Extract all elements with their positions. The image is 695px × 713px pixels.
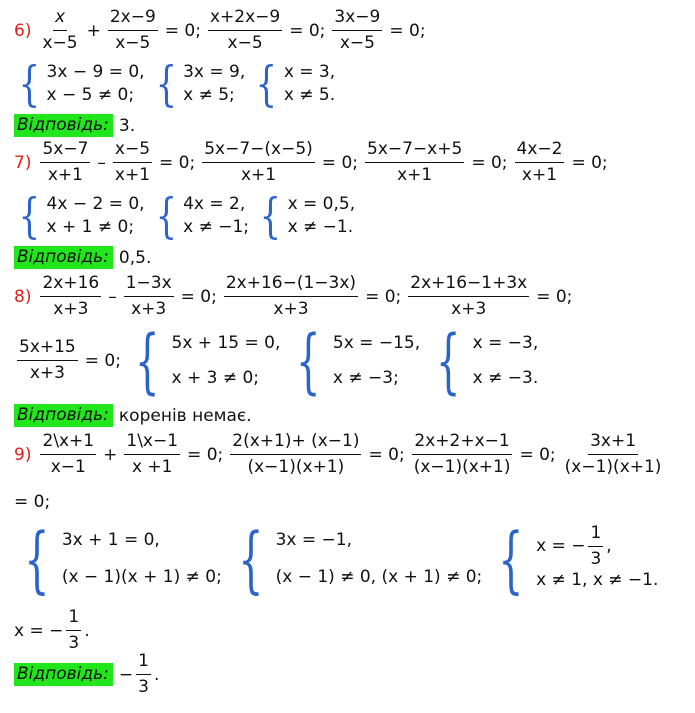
p9-system-2: { 3x = −1, (x − 1) ≠ 0, (x + 1) ≠ 0; xyxy=(238,516,483,601)
brace-icon: { xyxy=(238,516,264,601)
p8-equation-line: 8) $\frac{2x+16}{x+3}$ – $\frac{1-3x}{x+3}$ = 0; $\frac{2x+16-(1-3x)}{x+3}$ = 0; $\frac{2x+16-1+3x}{x+3}$ = 0; xyxy=(14,273,573,319)
p6-operator: + xyxy=(86,20,101,41)
brace-icon: { xyxy=(18,188,40,244)
p8-system-3: { x = −3, x ≠ −3. xyxy=(436,320,539,402)
p9-fraction-5: $\frac{3x+1}{(x-1)(x+1)}$ xyxy=(564,431,662,477)
p7-system-3: { x = 0,5, x ≠ −1. xyxy=(259,188,356,244)
answer-label: Відповідь: xyxy=(14,663,113,686)
p7-system-1: { 4x − 2 = 0, x + 1 ≠ 0; xyxy=(18,188,145,244)
p6-answer-line xyxy=(14,114,135,137)
p9-number: 9) xyxy=(14,444,32,465)
p7-answer: 0,5. xyxy=(118,247,152,268)
p7-fraction-4: $\frac{5x-7-x+5}{x+1}$ xyxy=(367,139,463,185)
p9-fraction-4: $\frac{2x+2+x-1}{(x-1)(x+1)}$ xyxy=(413,431,511,477)
p8-fraction-1: $\frac{2x+16}{x+3}$ xyxy=(42,273,100,319)
p9-fraction-3: $\frac{2(x+1)+ (x-1)}{(x-1)(x+1)}$ xyxy=(232,431,360,477)
p8-number: 8) xyxy=(14,286,32,307)
p6-system-2: { 3x = 9, x ≠ 5; xyxy=(155,56,246,112)
p7-equation-line: 7) $\frac{5x-7}{x+1}$ – $\frac{x-5}{x+1}$ = 0; $\frac{5x-7-(x-5)}{x+1}$ = 0; $\frac{5x-7-x+5}{x+1}$ = 0; $\frac{4x-2}{x+1}$ = 0; xyxy=(14,139,608,185)
p6-system-1: { 3x − 9 = 0, x − 5 ≠ 0; xyxy=(18,56,145,112)
p6-system-3: { x = 3, x ≠ 5. xyxy=(255,56,336,112)
p6-fraction-4: $\frac{3x-9}{x-5}$ xyxy=(334,7,381,53)
p6-fraction-3: $\frac{x+2x-9}{x-5}$ xyxy=(209,7,281,53)
p8-system-1: { 5x + 15 = 0, x + 3 ≠ 0; xyxy=(134,320,281,402)
answer-label: Відповідь: xyxy=(14,246,113,269)
p9-equals-zero-line xyxy=(14,492,50,512)
p7-system-2: { 4x = 2, x ≠ −1; xyxy=(155,188,250,244)
p7-fraction-2: $\frac{x-5}{x+1}$ xyxy=(114,139,151,185)
p9-s3-row1: x = − $\frac{1}{3}$ , xyxy=(536,523,612,569)
p7-answer-line xyxy=(14,246,151,269)
brace-icon: { xyxy=(155,188,177,244)
p6-number: 6) xyxy=(14,20,32,41)
p8-system-2: { 5x = −15, x ≠ −3; xyxy=(296,320,421,402)
p8-fraction-3: $\frac{2x+16-(1-3x)}{x+3}$ xyxy=(225,273,357,319)
p9-result-fraction: $\frac{1}{3}$ xyxy=(68,607,80,653)
p8-fraction-5: $\frac{5x+15}{x+3}$ xyxy=(19,337,76,383)
p6-eq-3: = 0; xyxy=(389,20,426,41)
p9-system-3: { x = − $\frac{1}{3}$ , x ≠ 1, x ≠ −1. xyxy=(498,516,659,601)
p9-answer-fraction: $\frac{1}{3}$ xyxy=(138,651,149,697)
brace-icon: { xyxy=(436,320,461,402)
p6-eq-2: = 0; xyxy=(289,20,326,41)
p6-equation-line xyxy=(14,8,430,53)
answer-label: Відповідь: xyxy=(14,404,113,427)
p6-eq-1: = 0; xyxy=(164,20,201,41)
p7-systems-line xyxy=(14,188,361,244)
answer-label: Відповідь: xyxy=(14,114,113,137)
p7-number: 7) xyxy=(14,152,32,173)
p9-answer-line: Відповідь: − $\frac{1}{3}$ . xyxy=(14,652,159,697)
brace-icon: { xyxy=(24,516,50,601)
brace-icon: { xyxy=(155,56,177,112)
p9-system-1: { 3x + 1 = 0, (x − 1)(x + 1) ≠ 0; xyxy=(24,516,222,601)
p9-equation-line: 9) $\frac{2\backslash x+1}{x-1}$ + $\frac{1\backslash x-1}{x +1}$ = 0; $\frac{2(x+1)+ (x-1)}{(x-1)(x+1)}$ = 0; $\frac{2x+2+x-1}{(x-1)(x+1)}$ = 0; $\frac{3x+1}{(x-1)(x+1)}$ xyxy=(14,431,662,477)
p9-fraction-2: $\frac{1\backslash x-1}{x +1}$ xyxy=(126,431,179,477)
p8-fraction-4: $\frac{2x+16-1+3x}{x+3}$ xyxy=(410,273,528,319)
p9-fraction-1: $\frac{2\backslash x+1}{x-1}$ xyxy=(42,431,95,477)
brace-icon: { xyxy=(296,320,321,402)
p8-fraction-2: $\frac{1-3x}{x+3}$ xyxy=(125,273,172,319)
p6-systems-line xyxy=(14,56,341,112)
p8-answer-line xyxy=(14,404,252,427)
p6-answer: 3. xyxy=(118,115,136,136)
p9-result-line: x = − $\frac{1}{3}$ . xyxy=(14,607,90,653)
brace-icon: { xyxy=(134,320,160,402)
brace-icon: { xyxy=(498,516,524,601)
p6-fraction-1: $\frac{x}{x-5}$ xyxy=(42,7,78,53)
p7-fraction-3: $\frac{5x-7-(x-5)}{x+1}$ xyxy=(204,139,313,185)
p8-systems-line: $\frac{5x+15}{x+3}$ = 0; { 5x + 15 = 0, x + 3 ≠ 0; { 5x = −15, x ≠ −3; { x = −3, x ≠ −3. xyxy=(19,320,539,402)
p7-fraction-5: $\frac{4x-2}{x+1}$ xyxy=(516,139,563,185)
p8-answer: коренів немає. xyxy=(118,405,252,426)
p9-eq-4: = 0; xyxy=(14,492,51,512)
p6-fraction-2: $\frac{2x-9}{x-5}$ xyxy=(109,7,156,53)
brace-icon: { xyxy=(255,56,278,112)
p9-systems-line xyxy=(14,516,664,601)
brace-icon: { xyxy=(18,56,40,112)
p7-fraction-1: $\frac{5x-7}{x+1}$ xyxy=(42,139,89,185)
brace-icon: { xyxy=(259,188,281,244)
